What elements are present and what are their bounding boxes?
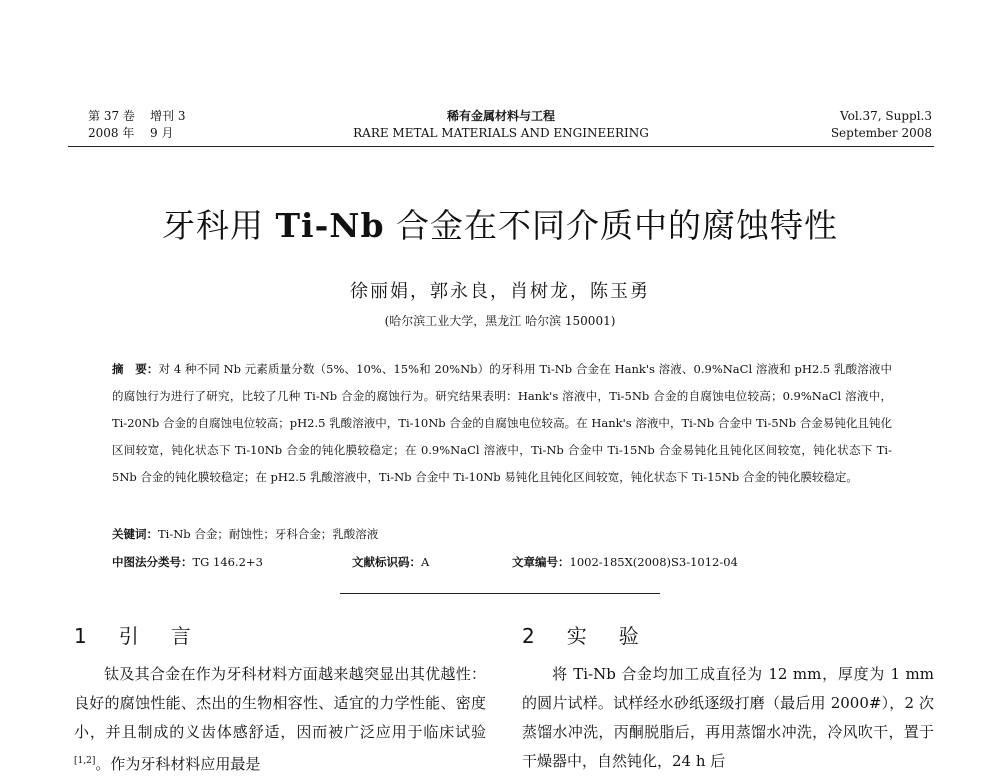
clc-label: 中图法分类号：: [112, 555, 193, 569]
header-volume-en: [831, 108, 932, 142]
experiment-paragraph: 将 Ti-Nb 合金均加工成直径为 12 mm，厚度为 1 mm 的圆片试样。试样经水砂纸逐级打磨（最后用 2000#），2 次蒸馏水冲洗，丙酮脱脂后，再用蒸馏水冲洗，冷风吹干，置于干燥器中，自然钝化，24 h 后: [522, 665, 934, 770]
abstract: [112, 356, 892, 491]
article-number-label: 文章编号：: [512, 555, 570, 569]
citation: [1,2]: [74, 756, 96, 766]
title-alloy: Ti-Nb: [275, 206, 385, 245]
supplement-cn: 增刊 3: [150, 109, 186, 123]
month-cn: 9 月: [150, 126, 174, 140]
header-journal: [70, 108, 932, 142]
article-number: 1002-185X(2008)S3-1012-04: [569, 555, 738, 569]
journal-name-en: RARE METAL MATERIALS AND ENGINEERING: [353, 126, 649, 140]
doc-code: A: [421, 555, 430, 569]
keywords-label: 关键词：: [112, 527, 158, 541]
header-rule: [68, 146, 934, 147]
volume-cn: 第 37 卷: [88, 109, 135, 123]
keywords-text: Ti-Nb 合金；耐蚀性；牙科合金；乳酸溶液: [158, 527, 379, 541]
section-divider: [340, 593, 660, 594]
doc-code-label: 文献标识码：: [352, 555, 421, 569]
title-part: 牙科用: [161, 206, 276, 245]
abstract-text: 对 4 种不同 Nb 元素质量分数（5%、10%、15%和 20%Nb）的牙科用 Ti-Nb 合金在 Hank's 溶液、0.9%NaCl 溶液和 pH2.5 乳酸溶液中的腐蚀行为进行了研究，比较了几种 Ti-Nb 合金的腐蚀行为。研究结果表明：Hank's 溶液中，Ti-5Nb 合金的自腐蚀电位较高；0.9%NaCl 溶液中，Ti-20Nb 合金的自腐蚀电位较高；pH2.5 乳酸溶液中，Ti-10Nb 合金的自腐蚀电位较高。在 Hank's 溶液中，Ti-Nb 合金中 Ti-5Nb 合金易钝化且钝化区间较宽，钝化状态下 Ti-10Nb 合金的钝化膜较稳定；在 0.9%NaCl 溶液中，Ti-Nb 合金中 Ti-15Nb 合金易钝化且钝化区间较宽，钝化状态下 Ti-5Nb 合金的钝化膜较稳定；在 pH2.5 乳酸溶液中，Ti-Nb 合金中 Ti-10Nb 易钝化且钝化区间较宽，钝化状态下 Ti-15Nb 合金的钝化膜较稳定。: [112, 362, 892, 484]
date-en: September 2008: [830, 126, 932, 140]
keywords: [112, 526, 892, 542]
intro-text-cont: 。作为牙科材料应用最是: [95, 755, 261, 773]
authors: 徐丽娟，郭永良，肖树龙，陈玉勇: [350, 281, 650, 302]
intro-text: 钛及其合金在作为牙科材料方面越来越突显出其优越性：良好的腐蚀性能、杰出的生物相容性、适宜的力学性能、密度小，并且制成的义齿体感舒适，因而被广泛应用于临床试验: [74, 665, 486, 741]
year-cn: 2008 年: [88, 126, 135, 140]
clc-code: TG 146.2+3: [192, 555, 263, 569]
title-part: 合金在不同介质中的腐蚀特性: [384, 206, 839, 245]
volume-en: Vol.37, Suppl.3: [840, 109, 932, 123]
section-heading-experiment: 2 实 验: [522, 624, 645, 648]
intro-paragraph: [74, 660, 486, 779]
section-heading-intro: 1 引 言: [74, 624, 197, 648]
abstract-label: 摘 要：: [112, 362, 159, 376]
journal-name-cn: 稀有金属材料与工程: [446, 109, 555, 123]
paper-title: [0, 200, 1000, 247]
affiliation: (哈尔滨工业大学，黑龙江 哈尔滨 150001): [384, 314, 616, 328]
